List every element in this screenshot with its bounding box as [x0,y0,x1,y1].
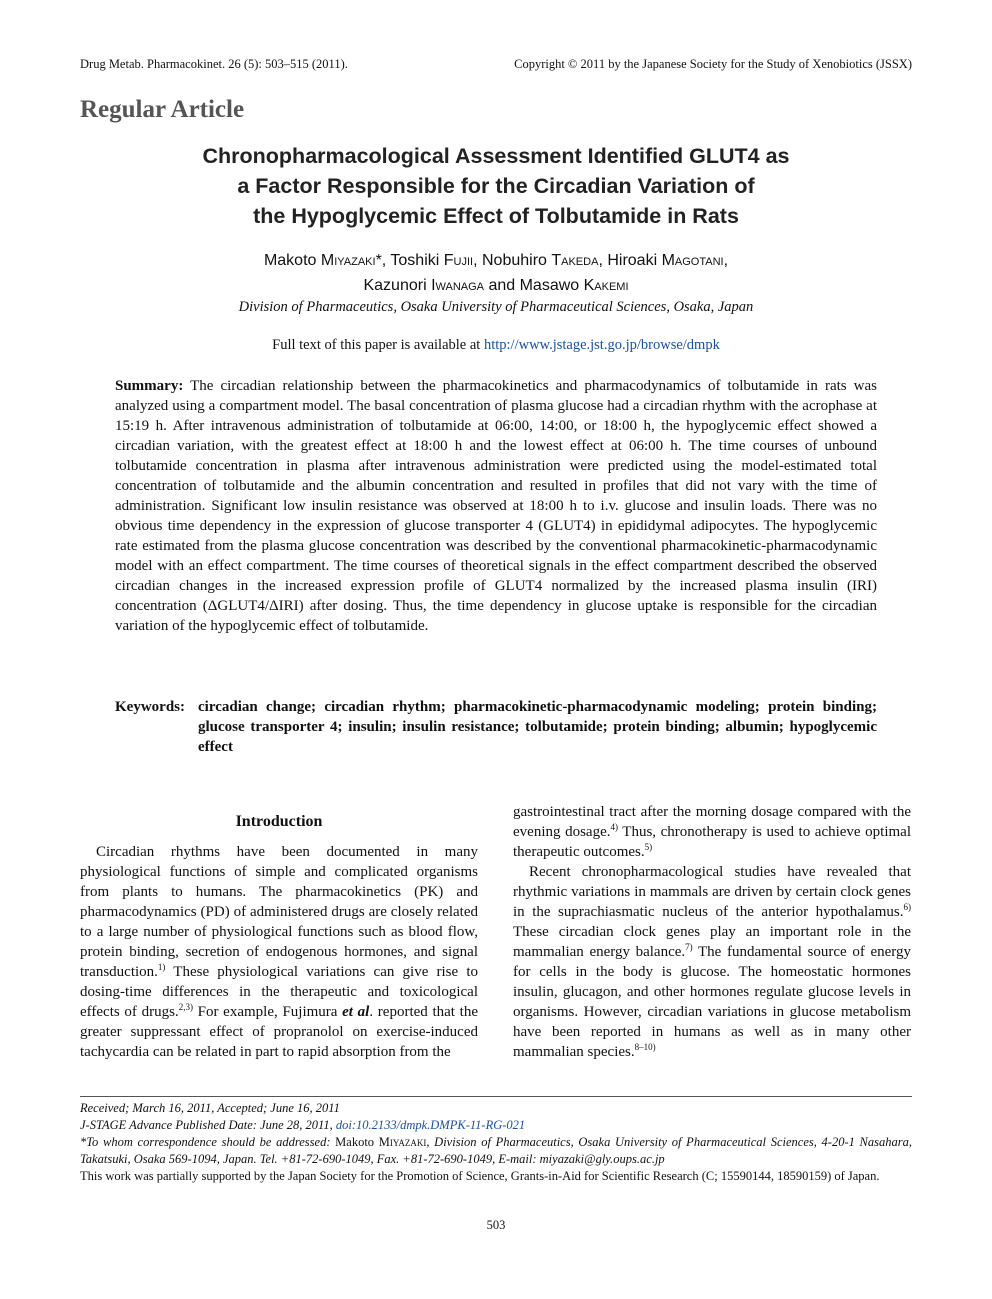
jstage-date: J-STAGE Advance Published Date: June 28, 2011, [80,1118,336,1132]
citation-ref: 4) [610,822,618,832]
title-line-1: Chronopharmacological Assessment Identified GLUT4 as [202,144,790,168]
paragraph-text: . reported that the greater suppressant effect of propranolol on exercise-induced tachycardia can be related in part to rapid absorption from the [80,1004,478,1060]
title-line-2: a Factor Responsible for the Circadian Variation of [237,174,755,198]
author-given-name: Kazunori [363,277,432,294]
received-dates: Received; March 16, 2011, Accepted; June 16, 2011 [80,1101,340,1115]
paragraph-text: For example, Fujimura [192,1004,343,1020]
corresponding-mark: *, [375,252,391,269]
author-family-name: Fujii [443,252,474,269]
author-family-name: Magotani [661,252,724,269]
body-paragraph [513,862,911,1062]
author-family-name: Iwanaga [431,277,484,294]
copyright-notice: Copyright © 2011 by the Japanese Society for the Study of Xenobiotics (JSSX) [514,57,912,71]
paragraph-text: The fundamental source of energy for cells in the body is glucose. The homeostatic hormones insulin, glucagon, and other hormones regulate glucose levels in organisms. However, circadian variations in glucose metabolism have been reported in humans as well as in many other mammalian species. [513,944,911,1060]
fulltext-link[interactable]: http://www.jstage.jst.go.jp/browse/dmpk [483,337,720,353]
citation-ref: 1) [157,962,166,972]
article-title [80,141,912,231]
correspondence-prefix: *To whom correspondence should be addressed: [80,1135,336,1149]
paragraph-text: These circadian clock genes play an important role in the mammalian energy balance. [513,924,911,960]
paragraph-text: gastrointestinal tract after the morning dosage compared with the evening dosage. [513,804,911,840]
author-given-name: Toshiki [390,252,444,269]
abstract-label: Summary: [115,378,184,394]
paragraph-text: These physiological variations can give rise to dosing-time differences in the therapeutic and toxicological effects of drugs. [80,964,478,1020]
author-separator: and [484,277,520,294]
fulltext-prefix: Full text of this paper is available at [272,337,484,353]
correspondence-given-name: Makoto [335,1135,379,1149]
footnotes [80,1100,912,1185]
author-separator: , [598,252,608,269]
keywords-text: circadian change; circadian rhythm; pharmacokinetic-pharmacodynamic modeling; protein binding; glucose transporter 4; insulin; insulin resistance; tolbutamide; protein binding; albumin; hypoglycemic effect [198,699,877,755]
keywords [115,697,877,757]
et-al: et al [342,1004,370,1020]
article-type-heading: Regular Article [80,96,245,123]
author-family-name: Kakemi [583,277,629,294]
citation-ref: 5) [644,842,653,852]
author-given-name: Masawo [519,277,584,294]
author-family-name: Miyazaki [320,252,376,269]
funding-note: This work was partially supported by the Japan Society for the Promotion of Science, Grants-in-Aid for Scientific Research (C; 15590144, 18590159) of Japan. [80,1169,880,1183]
paragraph-text: Thus, chronotherapy is used to achieve optimal therapeutic outcomes. [513,824,912,860]
citation-ref: 8–10) [634,1042,656,1052]
affiliation: Division of Pharmaceutics, Osaka University of Pharmaceutical Sciences, Osaka, Japan [238,299,754,315]
body-paragraph [80,842,478,1062]
author-family-name: Takeda [551,252,599,269]
correspondence-family-name: Miyazaki [378,1135,427,1149]
body-paragraph-continued [513,802,911,862]
author-line-2 [80,273,912,298]
paragraph-text: Circadian rhythms have been documented in many physiological functions of simple and complicated organisms from plants to humans. The pharmacokinetics (PK) and pharmacodynamics (PD) of administered drugs are closely related to a large number of physiological functions such as blood flow, protein binding, secretion of endogenous hormones, and signal transduction. [80,844,478,980]
keywords-label: Keywords: [115,699,185,715]
footnote-divider [80,1096,912,1097]
doi-link[interactable]: doi:10.2133/dmpk.DMPK-11-RG-021 [335,1118,526,1132]
author-given-name: Nobuhiro [481,252,552,269]
abstract-text: The circadian relationship between the pharmacokinetics and pharmacodynamics of tolbutamide in rats was analyzed using a compartment model. The basal concentration of plasma glucose had a circadian rhythm with the acrophase at 15:19 h. After intravenous administration of tolbutamide at 06:00, 14:00, or 18:00 h, the hypoglycemic effect showed a circadian variation, with the greatest effect at 18:00 h and the lowest effect at 06:00 h. The time courses of unbound tolbutamide concentration in plasma after intravenous administration were predicted using the model-estimated total concentration of tolbutamide and the albumin concentration and resulted in profiles that did not vary with the time of administration. Significant low insulin resistance was observed at 18:00 h to i.v. glucose and insulin loads. There was no obvious time dependency in the expression of glucose transporter 4 (GLUT4) in epididymal adipocytes. The hypoglycemic rate estimated from the plasma glucose concentration was described by the conventional pharmacokinetic-pharmacodynamic model with an effect compartment. The time courses of theoretical signals in the effect compartment described the observed circadian changes in the increased expression profile of GLUT4 normalized by the increased plasma insulin (IRI) concentration (ΔGLUT4/ΔIRI) after dosing. Thus, the time dependency in glucose uptake is responsible for the circadian variation of the hypoglycemic effect of tolbutamide. [115,378,877,634]
author-line-1 [80,248,912,273]
page-number: 503 [486,1218,506,1232]
body-column-left [80,812,478,1062]
author-given-name: Makoto [263,252,321,269]
journal-citation: Drug Metab. Pharmacokinet. 26 (5): 503–515 (2011). [80,57,348,71]
abstract [115,376,877,636]
author-separator: , [473,252,482,269]
title-line-3: the Hypoglycemic Effect of Tolbutamide in Rats [253,204,739,228]
body-column-right [513,802,911,1062]
author-given-name: Hiroaki [607,252,662,269]
author-separator: , [723,252,729,269]
paragraph-text: Recent chronopharmacological studies have revealed that rhythmic variations in mammals are driven by certain clock genes in the suprachiasmatic nucleus of the anterior hypothalamus. [513,864,911,920]
citation-ref: 7) [685,942,693,952]
citation-ref: 2,3) [178,1002,193,1012]
section-heading-introduction: Introduction [235,813,323,830]
author-list [80,248,912,298]
citation-ref: 6) [903,902,911,912]
correspondence-details: , Division of Pharmaceutics, Osaka University of Pharmaceutical Sciences, 4-20-1 Nasahara, Takatsuki, Osaka 569-1094, Japan. Tel. +81-72-690-1049, Fax. +81-72-690-1049, E-mail: miyazaki@gly.oups.ac.jp [80,1135,912,1166]
fulltext-notice [80,337,912,354]
